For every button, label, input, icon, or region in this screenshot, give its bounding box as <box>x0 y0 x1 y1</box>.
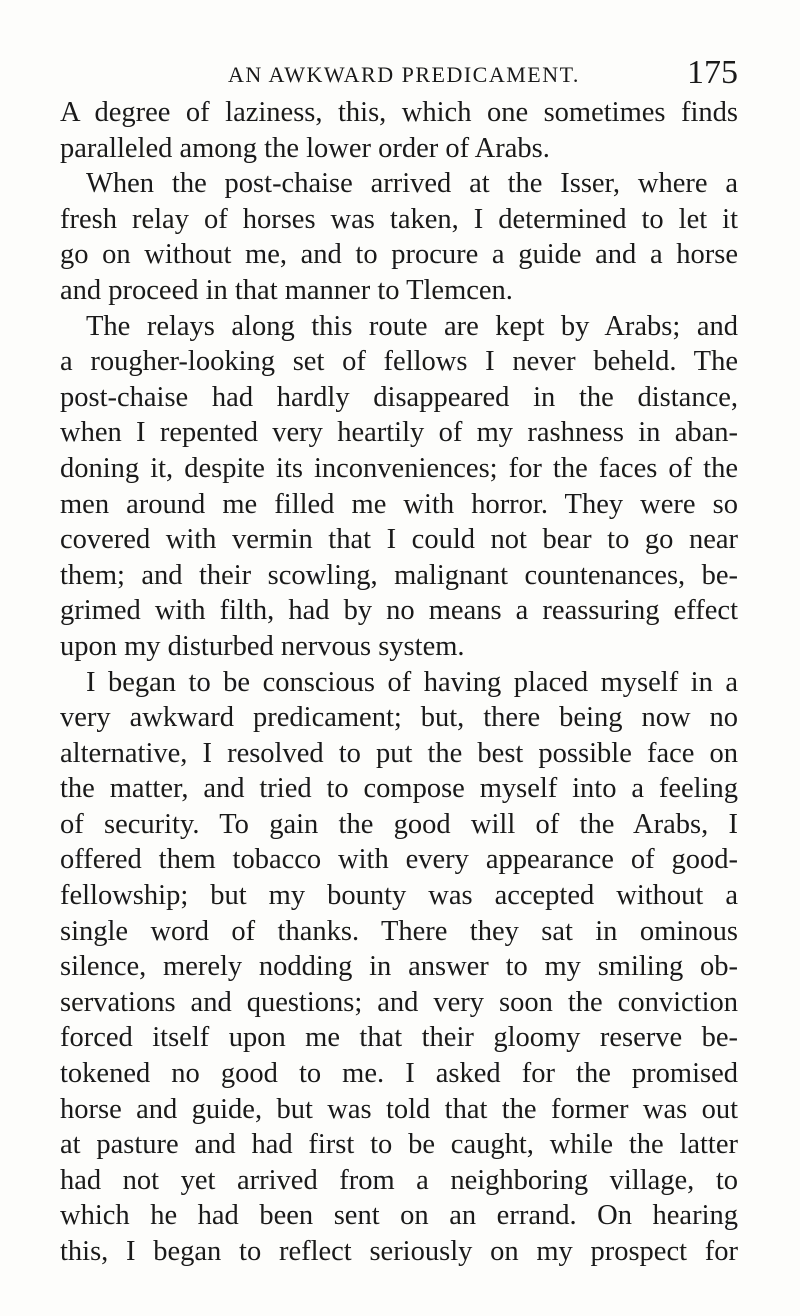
running-head <box>60 54 738 98</box>
page-number: 175 <box>687 54 738 91</box>
text-line: I began to be conscious of having placed myself in a <box>86 666 738 698</box>
text-line: this, I began to reflect seriously on my prospect for <box>60 1236 738 1267</box>
text-line: offered them tobacco with every appearance of good- <box>60 844 738 876</box>
text-line: and proceed in that manner to Tlemcen. <box>60 274 513 306</box>
text-line: alternative, I resolved to put the best possible face on <box>60 737 738 769</box>
text-line: single word of thanks. There they sat in ominous <box>60 915 738 947</box>
text-line: doning it, despite its inconveniences; for the faces of the <box>60 452 738 484</box>
text-line: The relays along this route are kept by Arabs; and <box>86 310 738 342</box>
text-line: upon my disturbed nervous system. <box>60 630 465 662</box>
text-line: fellowship; but my bounty was accepted without a <box>60 880 738 912</box>
text-line: men around me filled me with horror. They were so <box>60 488 738 520</box>
text-line: servations and questions; and very soon the conviction <box>60 986 738 1018</box>
text-line: which he had been sent on an errand. On hearing <box>60 1200 738 1232</box>
text-line: tokened no good to me. I asked for the promised <box>60 1058 738 1090</box>
running-title: AN AWKWARD PREDICAMENT. <box>228 62 580 87</box>
body-text <box>60 95 738 1270</box>
text-line: post-chaise had hardly disappeared in the distance, <box>60 381 738 413</box>
text-line: go on without me, and to procure a guide and a horse <box>60 239 738 271</box>
text-line: very awkward predicament; but, there being now no <box>60 702 738 734</box>
text-line: covered with vermin that I could not bear to go near <box>60 524 738 556</box>
text-line: of security. To gain the good will of the Arabs, I <box>60 808 738 840</box>
text-line: when I repented very heartily of my rashness in aban- <box>60 417 738 449</box>
text-line: forced itself upon me that their gloomy reserve be- <box>60 1022 738 1054</box>
text-line: horse and guide, but was told that the former was out <box>60 1093 738 1125</box>
text-line: silence, merely nodding in answer to my smiling ob- <box>60 951 738 983</box>
text-line: grimed with filth, had by no means a reassuring effect <box>60 595 738 627</box>
text-line: a rougher-looking set of fellows I never beheld. The <box>60 346 738 378</box>
text-line: had not yet arrived from a neighboring village, to <box>60 1164 738 1196</box>
text-line: fresh relay of horses was taken, I determined to let it <box>60 203 738 235</box>
text-line: the matter, and tried to compose myself into a feeling <box>60 773 738 805</box>
text-line: them; and their scowling, malignant countenances, be- <box>60 559 738 591</box>
text-line: paralleled among the lower order of Arabs. <box>60 132 550 164</box>
text-line: A degree of laziness, this, which one sometimes finds <box>60 97 738 128</box>
text-line: When the post-chaise arrived at the Isser, where a <box>86 168 738 200</box>
text-line: at pasture and had first to be caught, while the latter <box>60 1129 738 1161</box>
